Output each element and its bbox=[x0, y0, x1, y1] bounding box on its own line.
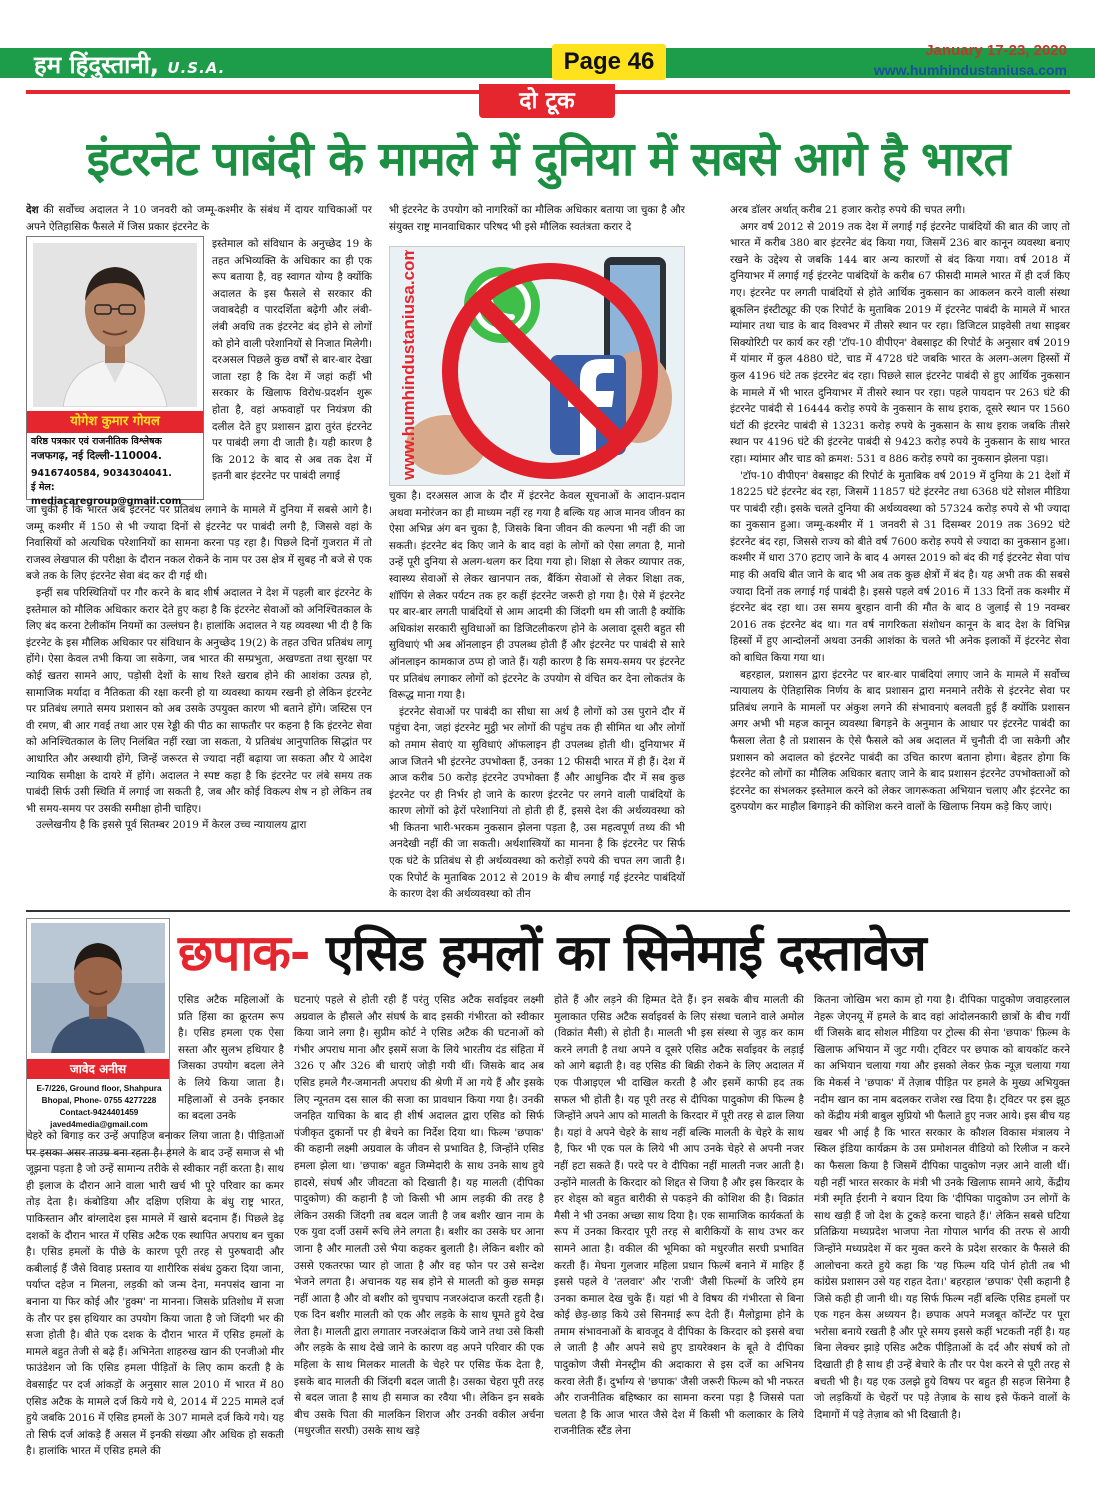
section-label: दो टूक bbox=[479, 84, 615, 118]
article1-col2-p2: इंटरनेट सेवाओं पर पाबंदी का सीधा सा अर्थ है लोगों को उस पुराने दौर में पहुंचा देना, जहां इंटरनेट मुट्ठी भर लोगों की पहुंच तक ही सीमित था और लोगों को तमाम सेवाएं या सुविधाएं ऑफलाइन ही उपलब्ध होती थी। दुनियाभर में आज जितने भी इंटरनेट उपभोक्ता हैं, उनका 12 फीसदी भारत में ही हैं। देश में आज करीब 50 करोड़ इंटरनेट उपभोक्ता हैं और आधुनिक दौर में सब कुछ इंटरनेट पर ही निर्भर हो जाने के कारण इंटरनेट पर लगने वाली पाबंदियों के कारण लोगों को ढ़ेरों परेशानियां तो होती ही हैं, इससे देश की अर्थव्यवस्था को भी कितना भारी-भरकम नुकसान झेलना पड़ता है, उस महत्वपूर्ण तथ्य की भी अनदेखी नहीं की जा सकती। अर्थशास्त्रियों का मानना है कि इंटरनेट पर सिर्फ एक घंटे के प्रतिबंध से ही अर्थव्यवस्था को करोड़ों रुपये की चपत लग जाती है। एक रिपोर्ट के मुताबिक 2012 से 2019 के बीच लगाई गई इंटरनेट पाबंदियों के कारण देश की अर्थव्यवस्था को तीन bbox=[389, 705, 685, 901]
article1-col1-top bbox=[26, 202, 372, 236]
article1-col2-bottom bbox=[389, 488, 685, 904]
author2-box bbox=[26, 918, 170, 1154]
author2-email[interactable]: javed4media@gmail.com bbox=[50, 1120, 148, 1129]
article1-col1-p1: जा चुकी है कि भारत अब इंटरनेट पर प्रतिबंध लगाने के मामले में दुनिया में सबसे आगे है। जम्मू कश्मीर में 150 से भी ज्यादा दिनों से इंटरनेट पर पाबंदी लगी है, जिससे वहां के निवासियों को अत्यधिक परेशानियों का सामना करना पड़ रहा है। पिछले दिनों गुजरात में तो राजस्व लेखपाल की परीक्षा के दौरान नकल रोकने के नाम पर उस क्षेत्र में सुबह नौ बजे से एक बजे तक के लिए इंटरनेट सेवा बंद कर दी गई थी। bbox=[26, 504, 372, 583]
article2-col3 bbox=[554, 992, 804, 1478]
author2-photo bbox=[31, 923, 165, 1053]
author1-box bbox=[26, 236, 204, 507]
author1-phone: 9416740584, 9034304041. bbox=[31, 468, 172, 479]
author1-role: वरिष्ठ पत्रकार एवं राजनीतिक विश्लेषक bbox=[31, 436, 162, 447]
author1-address: नजफगढ़, नई दिल्ली-110004. bbox=[31, 450, 162, 462]
article2-col3-text: होते हैं और लड़ने की हिम्मत देते हैं। इन सबके बीच मालती की मुलाकात एसिड अटैक सर्वाइवर्स के लिए संस्था चलाने वाले अमोल (विक्रांत मैसी) से होती है। मालती भी इस संस्था से जुड़ कर काम करने लगती है तथा अपने व दूसरे एसिड अटैक सर्वाइवर के लड़ाई को आगे बढ़ाती है। वह एसिड की बिक्री रोकने के लिए अदालत में एक पीआइएल भी दाखिल करती है और इसमें काफी हद तक सफल भी होती है। यह पूरी तरह से दीपिका पादुकोण की फिल्म है जिन्होंने अपने आप को मालती के किरदार में पूरी तरह से ढाल लिया है। यहां वे अपने चेहरे के साथ नहीं बल्कि मालती के चेहरे के साथ है, फिर भी एक पल के लिये भी आप उनके चेहरे से अपनी नजर नहीं हटा सकते हैं। परदे पर वे दीपिका नहीं मालती नजर आती है। उन्होंने मालती के किरदार को शिद्दत से जिया है और इस किरदार के हर शेड्स को बहुत बारीकी से पकड़ने की कोशिश की है। विक्रांत मैसी ने भी उनका अच्छा साथ दिया है। एक सामाजिक कार्यकर्ता के रूप में उनका किरदार पूरी तरह से बारीकियों के साथ उभर कर सामने आता है। वकील की भूमिका को मधुरजीत सरघी प्रभावित करती हैं। मेघना गुलजार महिला प्रधान फिल्में बनाने में माहिर हैं इससे पहले वे 'तलवार' और 'राजी' जैसी फिल्मों के जरिये हम उनका कमाल देख चुके हैं। यहां भी वे विषय की गंभीरता से बिना कोई छेड़-छाड़ किये उसे सिनमाई रूप देती हैं। मैलोड्रामा होने के तमाम संभावनाओं के बावजूद वे दीपिका के किरदार को इससे बचा ले जाती है और अपने सधे हुए डायरेक्शन के बूते वे दीपिका पादुकोण जैसी मेनस्ट्रीम की अदाकारा से इस दर्जे का अभिनय करवा लेती हैं। दुर्भाग्य से 'छपाक' जैसी जरूरी फिल्म को भी नफरत और राजनीतिक बहिष्कार का सामना करना पड़ा है जिससे पता चलता है कि आज भारत जैसे देश में किसी भी कलाकार के लिये राजनीतिक स्टैंड लेना bbox=[554, 994, 804, 1438]
author2-name: जावेद अनीस bbox=[27, 1059, 169, 1079]
article1-col1-beside-text: इस्तेमाल को संविधान के अनुच्छेद 19 के तहत अभिव्यक्ति के अधिकार का ही एक रूप बताया है, वह स्वागत योग्य है क्योंकि अदालत के इस फैसले से सरकार की जवाबदेही व पारदर्शिता बढ़ेगी और लंबी-लंबी अवधि तक इंटरनेट बंद होने से लोगों को होने वाली परेशानियों से निजात मिलेगी। दरअसल पिछले कुछ वर्षों से बार-बार देखा जाता रहा है कि देश में जहां कहीं भी सरकार के खिलाफ विरोध-प्रदर्शन शुरू होता है, वहां अफवाहों पर नियंत्रण की दलील देते हुए प्रशासन द्वारा तुरंत इंटरनेट पर पाबंदी लगा दी जाती है। यही कारण है कि 2012 के बाद से अब तक देश में इतनी बार इंटरनेट पर पाबंदी लगाई bbox=[212, 238, 372, 483]
social-media-ban-image bbox=[389, 246, 685, 486]
author2-address-line1: E-7/226, Ground floor, Shahpura bbox=[36, 1084, 162, 1093]
article2-col1-rest bbox=[26, 1128, 284, 1478]
article1-col1-p3: उल्लेखनीय है कि इससे पूर्व सितम्बर 2019 में केरल उच्च न्यायालय द्वारा bbox=[36, 819, 307, 832]
article2-col1-beside bbox=[178, 992, 284, 1128]
author2-contact: Contact-9424401459 bbox=[59, 1108, 139, 1117]
article1-col2-p1: चुका है। दरअसल आज के दौर में इंटरनेट केवल सूचनाओं के आदान-प्रदान अथवा मनोरंजन का ही माध्यम नहीं रह गया है बल्कि यह आज मानव जीवन का ऐसा अभिन्न अंग बन चुका है, जिसके बिना जीवन की कल्पना भी नहीं की जा सकती। इंटरनेट बंद किए जाने के बाद वहां के लोगों को ऐसा लगता है, मानो उन्हें पूरी दुनिया से अलग-थलग कर दिया गया हो। शिक्षा से लेकर व्यापार तक, स्वास्थ्य सेवाओं से लेकर खानपान तक, बैंकिंग सेवाओं से लेकर शिक्षा तक, शॉपिंग से लेकर पर्यटन तक हर कहीं इंटरनेट जरूरी हो गया है। ऐसे में इंटरनेट पर बार-बार लगती पाबंदियों से आम आदमी की जिंदगी थम सी जाती है क्योंकि अधिकांश सरकारी सुविधाओं का डिजिटलीकरण होने के अलावा दूसरी बहुत सी सुविधाएं भी अब ऑनलाइन ही उपलब्ध होती हैं और इंटरनेट पर पाबंदी से सारे ऑनलाइन कामकाज ठप्प हो जाते हैं। यही कारण है कि समय-समय पर इंटरनेट पर प्रतिबंध लगाकर लोगों को इंटरनेट के उपयोग से वंचित कर देना लोकतंत्र के विरूद्ध माना गया है। bbox=[389, 490, 685, 702]
article1-col3-p4: बहरहाल, प्रशासन द्वारा इंटरनेट पर बार-बार पाबंदियां लगाए जाने के मामले में सर्वोच्च न्यायालय के ऐतिहासिक निर्णय के बाद प्रशासन द्वारा मनमाने तरीके से इंटरनेट सेवा पर प्रतिबंध लगाने के मामलों पर अंकुश लगने की संभावनाएं बलवती हुई हैं क्योंकि प्रशासन अगर अभी भी महज कानून व्यवस्था बिगड़ने के अनुमान के आधार पर इंटरनेट पाबंदी का फैसला लेता है तो प्रशासन के ऐसे फैसले को अब अदालत में चुनौती दी जा सकेगी और प्रशासन को अदालत को इंटरनेट पाबंदी का उचित कारण बताना होगा। बेहतर होगा कि इंटरनेट को लोगों का मौलिक अधिकार बताए जाने के बाद प्रशासन इंटरनेट उपभोक्ताओं को इंटरनेट का संभलकर इस्तेमाल करने को लेकर जागरूकता अभियान चलाए और इंटरनेट का दुरुपयोग कर माहौल बिगाड़ने की कोशिश करने वालों के खिलाफ नियम कड़े किए जाएं। bbox=[730, 668, 1070, 814]
article2-headline-accent: छपाक- bbox=[178, 924, 310, 982]
masthead bbox=[0, 0, 1095, 88]
article2-headline bbox=[178, 918, 1070, 988]
issue-date: January 17-23, 2020 bbox=[925, 42, 1067, 59]
logo-text: हम हिंदुस्तानी, bbox=[34, 51, 160, 79]
article1-col3-p2: अगर वर्ष 2012 से 2019 तक देश में लगाई गई इंटरनेट पाबंदियों की बात की जाए तो भारत में करीब 380 बार इंटरनेट बंद किया गया, जिसमें 236 बार कानून व्यवस्था बनाए रखने के उद्देश्य से जबकि 144 बार अन्य कारणों से बंद किया गया। वर्ष 2018 में दुनियाभर में लगाई गई इंटरनेट पाबंदियों के करीब 67 फीसदी मामले भारत में ही दर्ज किए गए। इंटरनेट पर लगती पाबंदियों से होते आर्थिक नुकसान का आकलन करने वाली संस्था ब्रूकलिन इंस्टीट्यूट की एक रिपोर्ट के मुताबिक 2019 में इंटरनेट पाबंदी के मामले में भारत म्यांमार तथा चाड के बाद विश्वभर में तीसरे स्थान पर रहा। डिजिटल प्राइवेसी तथा साइबर सिक्योरिटी पर कार्य कर रही 'टॉप-10 वीपीएन' वेबसाइट की रिपोर्ट के अनुसार वर्ष 2019 में यांमार में कुल 4880 घंटे, चाड में 4728 घंटे जबकि भारत के अलग-अलग हिस्सों में कुल 4196 घंटे तक इंटरनेट बंद रहा। पिछले साल इंटरनेट पाबंदी से हुए आर्थिक नुकसान के मामले में भी भारत दुनियाभर में तीसरे स्थान पर रहा। पहले पायदान पर 263 घंटे की इंटरनेट पाबंदी से 16444 करोड़ रुपये के नुकसान के साथ इराक, दूसरे स्थान पर 1560 घंटों की इंटरनेट पाबंदी से 13231 करोड़ रुपये के नुकसान के साथ इराक जबकि तीसरे स्थान पर 4196 घंटे की इंटरनेट पाबंदी से 9423 करोड़ रुपये के नुकसान के साथ भारत रहा। म्यांमार और चाड को क्रमश: 531 व 886 करोड़ रुपये का नुकसान झेलना पड़ा। bbox=[730, 220, 1070, 465]
author1-email[interactable]: ई मेल: mediacaregroup@gmail.com bbox=[31, 482, 182, 507]
newspaper-logo[interactable] bbox=[24, 50, 235, 80]
watermark-text: www.humhindustaniusa.com bbox=[399, 250, 418, 480]
article1-col2-top bbox=[389, 202, 685, 246]
article1-col2-top-text: भी इंटरनेट के उपयोग को नागरिकों का मौलिक अधिकार बताया जा चुका है और संयुक्त राष्ट्र मानवाधिकार परिषद भी इसे मौलिक स्वतंत्रता करार दे bbox=[389, 204, 685, 233]
article1-col1-p2: इन्हीं सब परिस्थितियों पर गौर करने के बाद शीर्ष अदालत ने देश में पहली बार इंटरनेट के इस्तेमाल को मौलिक अधिकार करार देते हुए कहा है कि इंटरनेट सेवाओं को अनिश्चितकाल के लिए बंद करना टेलीकॉम नियमों का उल्लंघन है। हालांकि अदालत ने यह व्यवस्था भी दी है कि इंटरनेट के इस मौलिक अधिकार पर संविधान के अनुच्छेद 19(2) के तहत उचित प्रतिबंध लागू होंगे। ऐसा केवल तभी किया जा सकेगा, जब भारत की सम्प्रभुता, अखण्डता तथा सुरक्षा पर कोई खतरा सामने आए, पड़ोसी देशों के साथ रिश्ते खराब होने की आशंका उत्पन्न हो, सामाजिक मर्यादा व नैतिकता की रक्षा करनी हो या व्यवस्था कायम रखनी हो लेकिन इंटरनेट पर प्रतिबंध लगाते समय प्रशासन को अब उसके उपयुक्त कारण भी बताने होंगे। जस्टिस एन वी रमण, बी आर गवई तथा आर एस रेड्डी की पीठ का साफतौर पर कहना है कि इंटरनेट सेवा को अनिश्चितकाल के लिए निलंबित नहीं रखा जा सकता, ये प्रतिबंध आनुपातिक सिद्धांत पर आधारित और अस्थायी होंगे, जिन्हें जरूरत से ज्यादा नहीं बढ़ाया जा सकता और ये आदेश न्यायिक समीक्षा के दायरे में होंगे। अदालत ने स्पष्ट कहा है कि इंटरनेट पर लंबे समय तक पाबंदी सिर्फ उसी स्थिति में लगाई जा सकती है, जब और कोई विकल्प शेष न हो लेकिन तब भी समय-समय पर उसकी समीक्षा होनी चाहिए। bbox=[26, 586, 372, 815]
article2-col1-beside-text: एसिड अटैक महिलाओं के प्रति हिंसा का क्रूरतम रूप है। एसिड हमला एक ऐसा सस्ता और सुलभ हथियार है जिसका उपयोग बदला लेने के लिये किया जाता है। महिलाओं से उनके इनकार का बदला उनके bbox=[178, 994, 284, 1123]
article1-col3-p3: 'टॉप-10 वीपीएन' वेबसाइट की रिपोर्ट के मुताबिक वर्ष 2019 में दुनिया के 21 देशों में 18225 घंटे इंटरनेट बंद रहा, जिसमें 11857 घंटे इंटरनेट तथा 6368 घंटे सोशल मीडिया पर पाबंदी रही। इसके चलते दुनिया की अर्थव्यवस्था को 57324 करोड़ रुपये से भी ज्यादा का नुकसान हुआ। जम्मू-कश्मीर में 1 जनवरी से 31 दिसम्बर 2019 तक 3692 घंटे इंटरनेट बंद रहा, जिससे राज्य को बीते वर्ष 7600 करोड़ रुपये से ज्यादा का नुकसान हुआ। कश्मीर में धारा 370 हटाए जाने के बाद 4 अगस्त 2019 को बंद की गई इंटरनेट सेवा पांच माह की अवधि बीत जाने के बाद भी अब तक कुछ क्षेत्रों में बंद है। यह अभी तक की सबसे ज्यादा दिनों तक लगाई गई पाबंदी है। इससे पहले वर्ष 2016 में 133 दिनों तक कश्मीर में इंटरनेट बंद रहा था। उस समय बुरहान वानी की मौत के बाद 8 जुलाई से 19 नवम्बर 2016 तक इंटरनेट बंद था। गत वर्ष नागरिकता संशोधन कानून के बाद देश के विभिन्न हिस्सों में हुए आन्दोलनों अथवा उनकी आशंका के चलते भी अनेक इलाकों में इंटरनेट सेवा को बाधित किया गया था। bbox=[730, 469, 1070, 665]
article2-col4 bbox=[814, 992, 1070, 1478]
image-watermark bbox=[390, 250, 426, 484]
article2-col2 bbox=[294, 992, 544, 1478]
article2-col1-rest-text: चेहरे को बिगाड़ कर उन्हें अपाहिज बनाकर लिया जाता है। पीड़िताओं पर इसका असर ताउम्र बना रहता है। हमले के बाद उन्हें समाज से भी जूझना पड़ता है जो उन्हें सामान्य तरीके से स्वीकार नहीं करता है। साथ ही इलाज के दौरान आने वाला भारी खर्च भी पूरे परिवार का कमर तोड़ देता है। कंबोडिया और दक्षिण एशिया के बंधु राष्ट्र भारत, पाकिस्तान और बांग्लादेश इस मामले में खासे बदनाम हैं। पिछले डेढ़ दशकों के दौरान भारत में एसिड अटैक एक स्थापित अपराध बन चुका है। एसिड हमलों के पीछे के कारण पूरी तरह से पुरुषवादी और कबीलाई हैं जैसे विवाह प्रस्ताव या शारीरिक संबंध ठुकरा दिया जाना, पर्याप्त दहेज न मिलना, लड़की को जन्म देना, मनपसंद खाना ना बनाना या फिर कोई और 'हुक्म' ना मानना। जिसके प्रतिशोध में सजा के तौर पर इस हथियार का उपयोग किया जाता है जो जिंदगी भर की सजा होती है। बीते एक दशक के दौरान भारत में एसिड हमलों के मामले बहुत तेजी से बढ़े हैं। अभिनेता शाहरुख खान की एनजीओ मीर फाउंडेशन जो कि एसिड हमला पीड़ितों के लिए काम करती है के वेबसाईट पर दर्ज आंकड़ों के अनुसार साल 2010 में भारत में 80 एसिड अटैक के मामले दर्ज किये गये थे, 2014 में 225 मामले दर्ज हुये जबकि 2016 में एसिड हमलों के 307 मामले दर्ज किये गये। यह तो सिर्फ दर्ज आंकड़े हैं असल में इनकी संख्या और अधिक हो सकती है। हालांकि भारत में एसिड हमले की bbox=[26, 1130, 284, 1458]
article1-col1-bottom bbox=[26, 502, 372, 904]
article1-col1-top-text: की सर्वोच्च अदालत ने 10 जनवरी को जम्मू-कश्मीर के संबंध में दायर याचिकाओं पर अपने ऐतिहासिक फैसले में जिस प्रकार इंटरनेट के bbox=[26, 204, 372, 233]
logo-usa: U.S.A. bbox=[167, 59, 226, 77]
article2-col4-text: कितना जोखिम भरा काम हो गया है। दीपिका पादुकोण जवाहरलाल नेहरू जेएनयू में हमले के बाद वहां आंदोलनकारी छात्रों के बीच गयीं थीं जिसके बाद सोशल मीडिया पर ट्रोल्स की सेना 'छपाक' फ़िल्म के खिलाफ अभियान में जुट गयी। ट्विटर पर छपाक को बायकॉट करने का अभियान चलाया गया और इसको लेकर फ़ेक न्यूज़ चलाया गया कि मेकर्स ने 'छपाक' में तेज़ाब पीड़ित पर हमले के मुख्य अभियुक्त नदीम खान का नाम बदलकर राजेश रख दिया है। ट्विटर पर इस झूठ को केंद्रीय मंत्री बाबुल सुप्रियो भी फैलाते हुए नजर आये। इस बीच यह खबर भी आई है कि भारत सरकार के कौशल विकास मंत्रालय ने स्किल इंडिया कार्यक्रम के उस प्रमोशनल वीडियो को रिलीज न करने का फैसला किया है जिसमें दीपिका पादुकोण नज़र आने वाली थीं। यही नहीं भारत सरकार के मंत्री भी उनके खिलाफ सामने आये, केंद्रीय मंत्री स्मृति ईरानी ने बयान दिया कि 'दीपिका पादुकोण उन लोगों के साथ खड़ी हैं जो देश के टुकड़े करना चाहते हैं।' लेकिन सबसे घटिया प्रतिक्रिया मध्यप्रदेश भाजपा नेता गोपाल भार्गव की तरफ से आयी जिन्होंने मध्यप्रदेश में कर मुक्त करने के प्रदेश सरकार के फैसले की आलोचना करते हुये कहा कि 'यह फिल्म यदि पोर्न होती तब भी कांग्रेस प्रशासन उसे यह राहत देता।' बहरहाल 'छपाक' ऐसी कहानी है जिसे कही ही जानी थी। यह सिर्फ फिल्म नहीं बल्कि एसिड हमलों पर एक गहन केस अध्ययन है। छपाक अपने मजबूत कॉन्टेंट पर पूरा भरोसा बनाये रखती है और पूरे समय इससे कहीं भटकती नहीं है। यह बिना लेक्चर झाड़े एसिड अटैक पीड़िताओं के दर्द और संघर्ष को तो दिखाती ही है साथ ही उन्हें बेचारे के तौर पर पेश करने से पूरी तरह से बचती भी है। यह एक उलझे हुये विषय पर बहुत ही सहज सिनेमा है जो लड़कियों के चेहरों पर पड़े तेज़ाब के साथ इसे फेंकने वालों के दिमागों में पड़े तेज़ाब को भी दिखाती है। bbox=[814, 994, 1070, 1421]
author1-photo bbox=[33, 243, 197, 407]
article1-col3-p1: अरब डॉलर अर्थात् करीब 21 हजार करोड़ रुपये की चपत लगी। bbox=[730, 204, 966, 216]
article-divider bbox=[26, 910, 1070, 912]
page-number: Page 46 bbox=[552, 44, 666, 80]
author2-address-line2: Bhopal, Phone- 0755 4277228 bbox=[41, 1096, 157, 1105]
website-link[interactable]: www.humhindustaniusa.com bbox=[873, 62, 1067, 78]
article1-headline: इंटरनेट पाबंदी के मामले में दुनिया में सबसे आगे है भारत bbox=[86, 132, 1010, 187]
article1-col1-beside bbox=[212, 236, 372, 502]
article2-col2-text: घटनाएं पहले से होती रही हैं परंतु एसिड अटैक सर्वाइवर लक्ष्मी अग्रवाल के हौसले और संघर्ष के बाद इसकी गंभीरता को स्वीकार किया जाने लगा है। सुप्रीम कोर्ट ने एसिड अटैक की घटनाओं को गंभीर अपराध माना और इसमें सजा के लिये भारतीय दंड संहिता में 326 ए और 326 बी धाराएं जोड़ी गयी थीं। जिसके बाद अब एसिड हमले गैर-जमानती अपराध की श्रेणी में आ गये हैं और इसके लिए न्यूनतम दस साल की सजा का प्रावधान किया गया है। उनकी जनहित याचिका के बाद ही शीर्ष अदालत द्वारा एसिड को सिर्फ पंजीकृत दुकानों पर ही बेचने का निर्देश दिया था। फिल्म 'छपाक' की कहानी लक्ष्मी अग्रवाल के जीवन से प्रभावित है, जिन्होंने एसिड हमला झेला था। 'छपाक' बहुत जिम्मेदारी के साथ उनके साथ हुये हादसे, संघर्ष और जीवटता को दिखाती है। यह मालती (दीपिका पादुकोण) की कहानी है जो किसी भी आम लड़की की तरह है लेकिन उसकी जिंदगी तब बदल जाती है जब बशीर खान नाम के एक युवा दर्जी उसमें रूचि लेने लगता है। बशीर का उसके घर आना जाना है और मालती उसे भैया कहकर बुलाती है। लेकिन बशीर को उससे एकतरफा प्यार हो जाता है और वह फोन पर उसे सन्देश भेजने लगता है। अचानक यह सब होने से मालती को कुछ समझ नहीं आता है और वो बशीर को चुपचाप नजरअंदाज करती रहती है। एक दिन बशीर मालती को एक और लड़के के साथ घूमते हुये देख लेता है। मालती द्वारा लगातार नजरअंदाज किये जाने तथा उसे किसी और लड़के के साथ देखे जाने के कारण वह अपने परिवार की एक महिला के साथ मिलकर मालती के चेहरे पर एसिड फेंक देता है, इसके बाद मालती की जिंदगी बदल जाती है। उसका चेहरा पूरी तरह से बदल जाता है साथ ही समाज का रवैया भी। लेकिन इन सबके बीच उसके पिता की मालकिन शिराज और उनकी वकील अर्चना (मधुरजीत सरघी) उसके साथ खड़े bbox=[294, 994, 544, 1438]
author1-name: योगेश कुमार गोयल bbox=[27, 411, 203, 433]
article1-col3 bbox=[730, 202, 1070, 904]
article1-lead-word: देश bbox=[26, 204, 39, 216]
article2-headline-rest: एसिड हमलों का सिनेमाई दस्तावेज bbox=[325, 924, 926, 982]
